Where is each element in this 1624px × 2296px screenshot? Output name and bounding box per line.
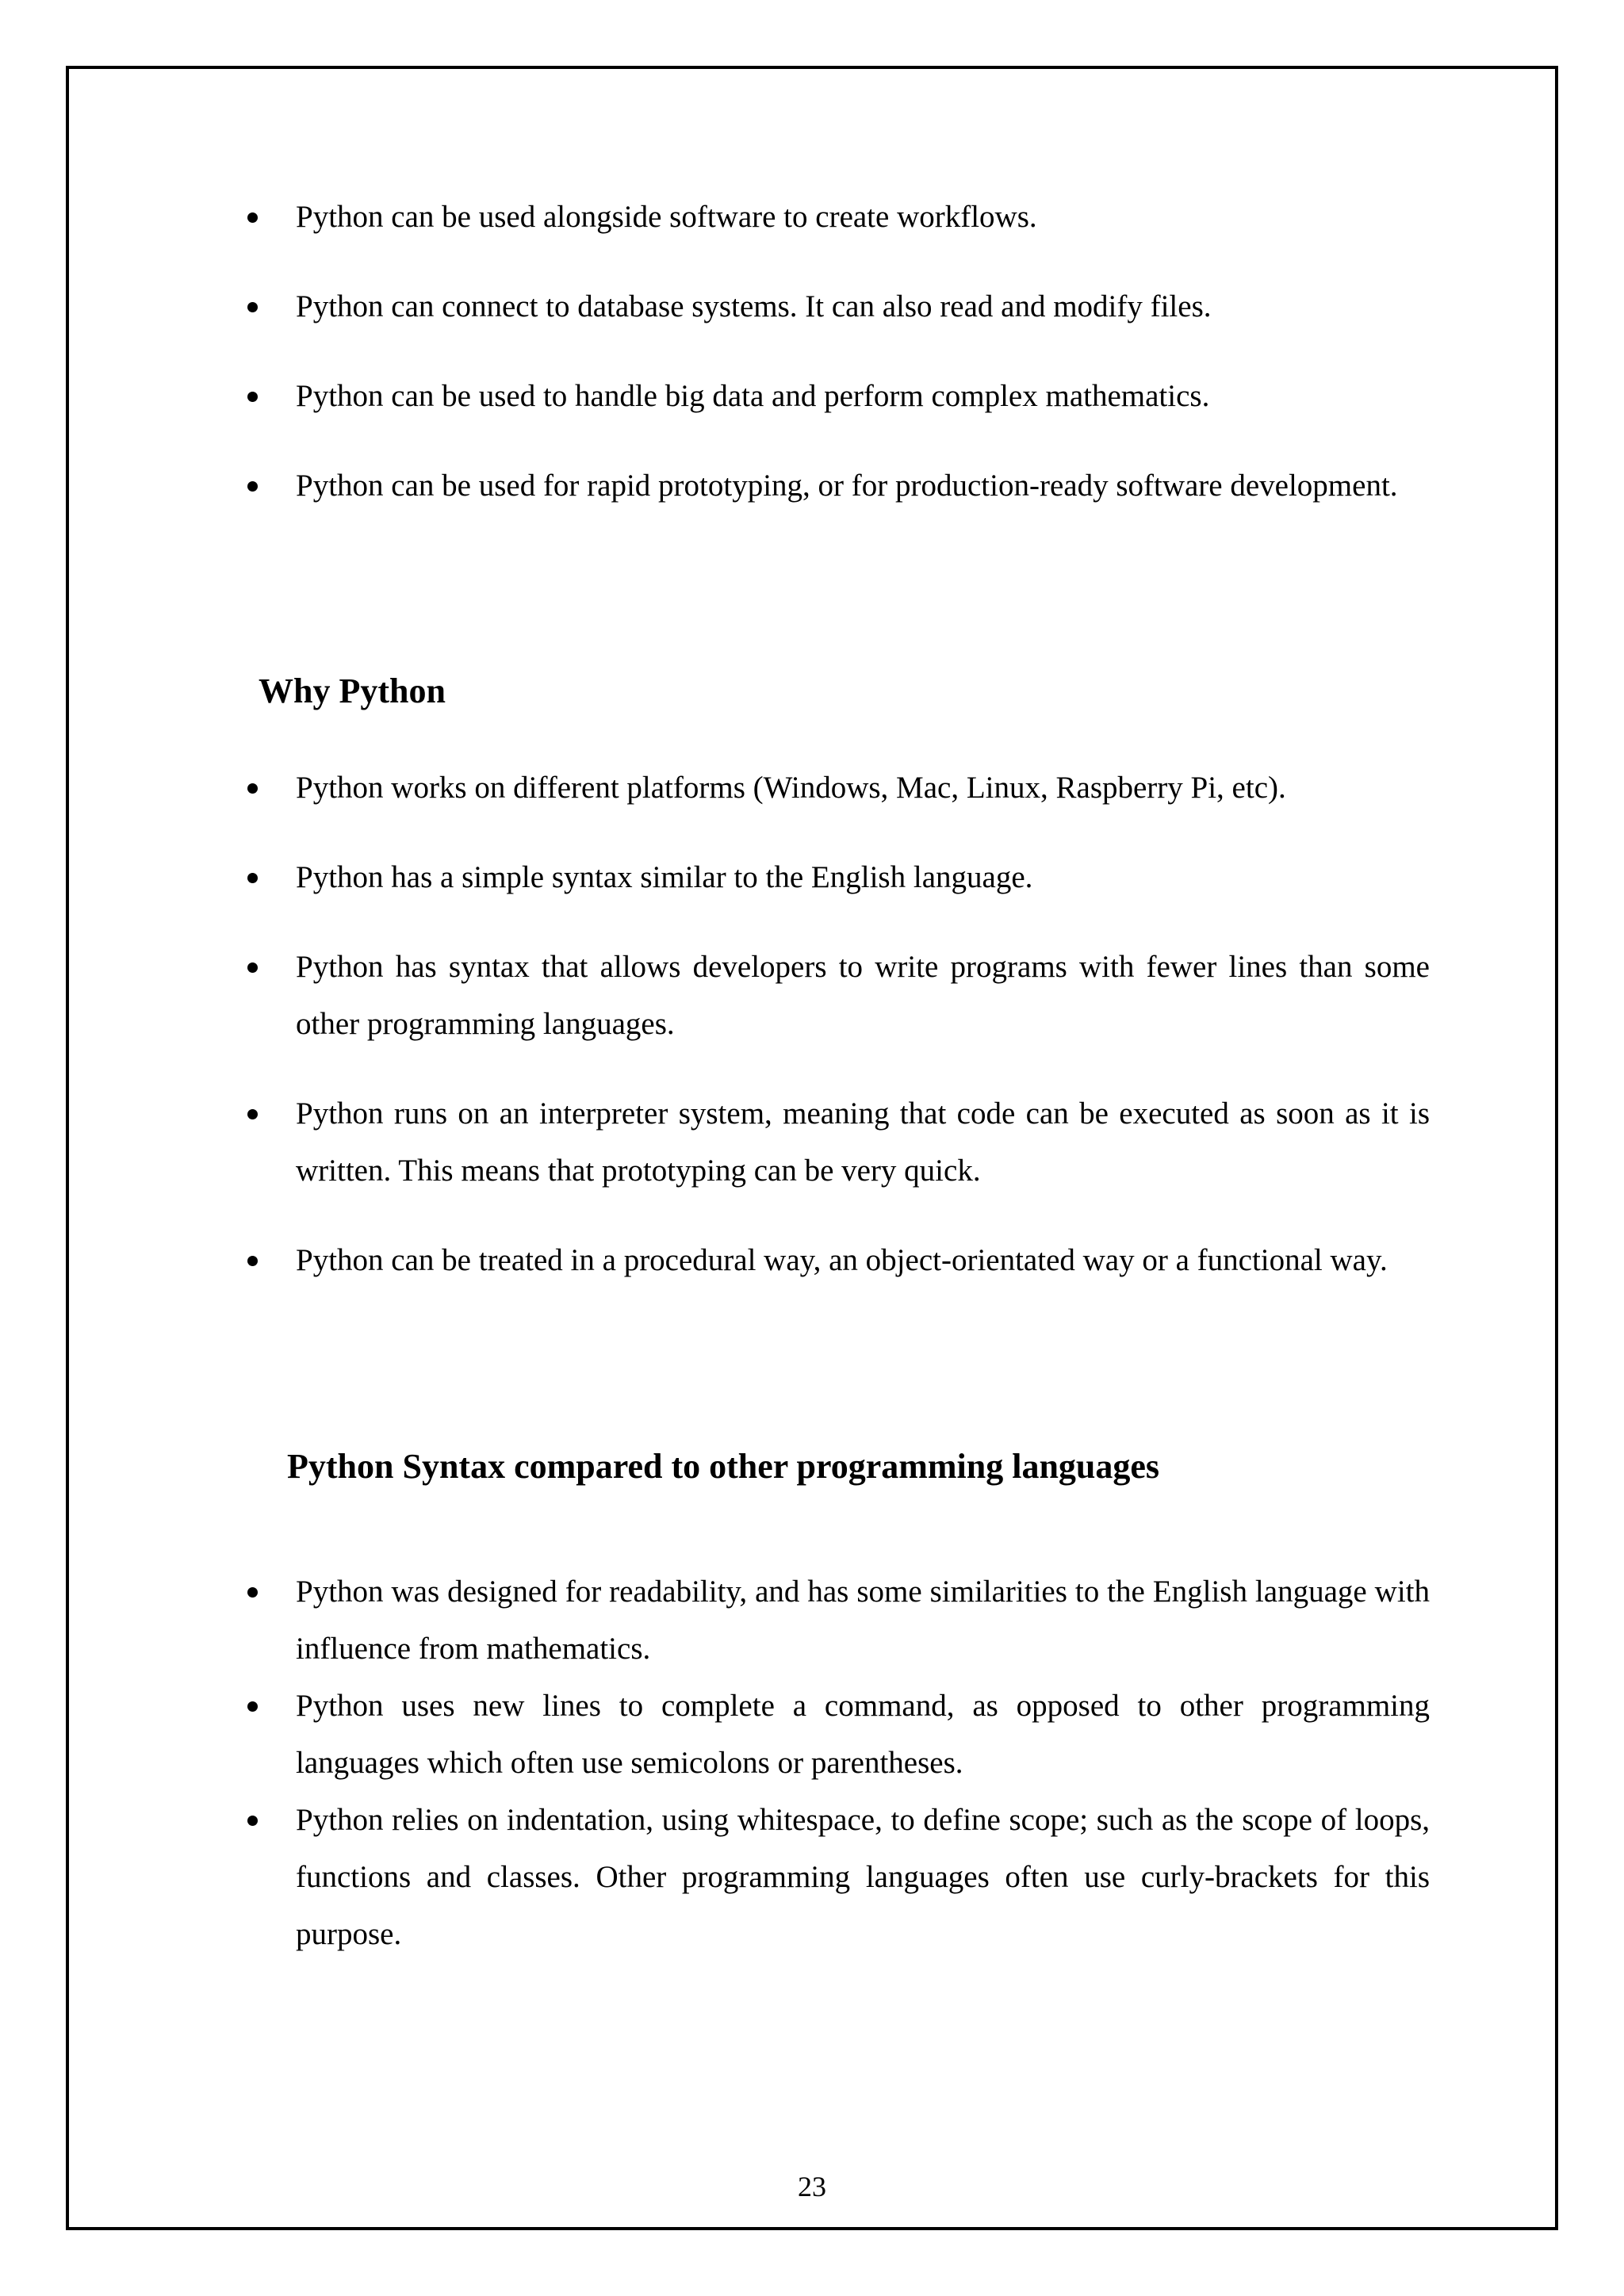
list-item [0,1792,1430,1963]
list-item [0,368,1430,425]
list-item [0,760,1430,817]
list-item [0,278,1430,335]
list-item-text: Python can be used alongside software to create workflows. [296,200,1037,234]
syntax-compared-bullet-list [0,1563,1624,1963]
list-item-text: Python can be used for rapid prototyping, or for production-ready software development. [296,469,1398,503]
bullet-icon [247,1109,258,1119]
why-python-bullet-list [0,760,1624,1289]
bullet-icon [247,481,258,492]
list-item [0,1678,1430,1792]
list-item-text: Python can be used to handle big data and perform complex mathematics. [296,379,1210,413]
intro-bullet-list [0,189,1624,515]
list-item-text: Python runs on an interpreter system, meaning that code can be executed as soon as it is written. This means that prototyping can be very quick. [296,1096,1430,1188]
bullet-icon [247,1587,258,1598]
list-item [0,1563,1430,1678]
list-item-text: Python relies on indentation, using whitespace, to define scope; such as the scope of loops, functions and classes. Other programming languages often use curly-brackets for this purpose. [296,1803,1430,1951]
list-item-text: Python can be treated in a procedural way, an object-orientated way or a functional way. [296,1243,1388,1277]
bullet-icon [247,873,258,883]
list-item [0,939,1430,1053]
list-item-text: Python has syntax that allows developers to write programs with fewer lines than some other programming languages. [296,950,1430,1041]
bullet-icon [247,1701,258,1712]
section-heading-syntax-compared: Python Syntax compared to other programming languages [287,1447,1160,1486]
list-item-text: Python can connect to database systems. It can also read and modify files. [296,289,1212,323]
list-item [0,1232,1430,1289]
list-item [0,457,1430,515]
list-item [0,1085,1430,1200]
list-item [0,189,1430,246]
bullet-icon [247,302,258,312]
bullet-icon [247,1816,258,1826]
page-number: 23 [798,2171,826,2202]
list-item [0,849,1430,906]
bullet-icon [247,392,258,402]
bullet-icon [247,212,258,223]
list-item-text: Python was designed for readability, and has some similarities to the English language with influence from mathematics. [296,1575,1430,1666]
bullet-icon [247,1256,258,1266]
section-heading-why-python: Why Python [259,672,446,710]
bullet-icon [247,783,258,794]
list-item-text: Python works on different platforms (Windows, Mac, Linux, Raspberry Pi, etc). [296,771,1286,805]
list-item-text: Python has a simple syntax similar to the English language. [296,860,1033,894]
bullet-icon [247,962,258,973]
list-item-text: Python uses new lines to complete a command, as opposed to other programming languages which often use semicolons or parentheses. [296,1689,1430,1780]
